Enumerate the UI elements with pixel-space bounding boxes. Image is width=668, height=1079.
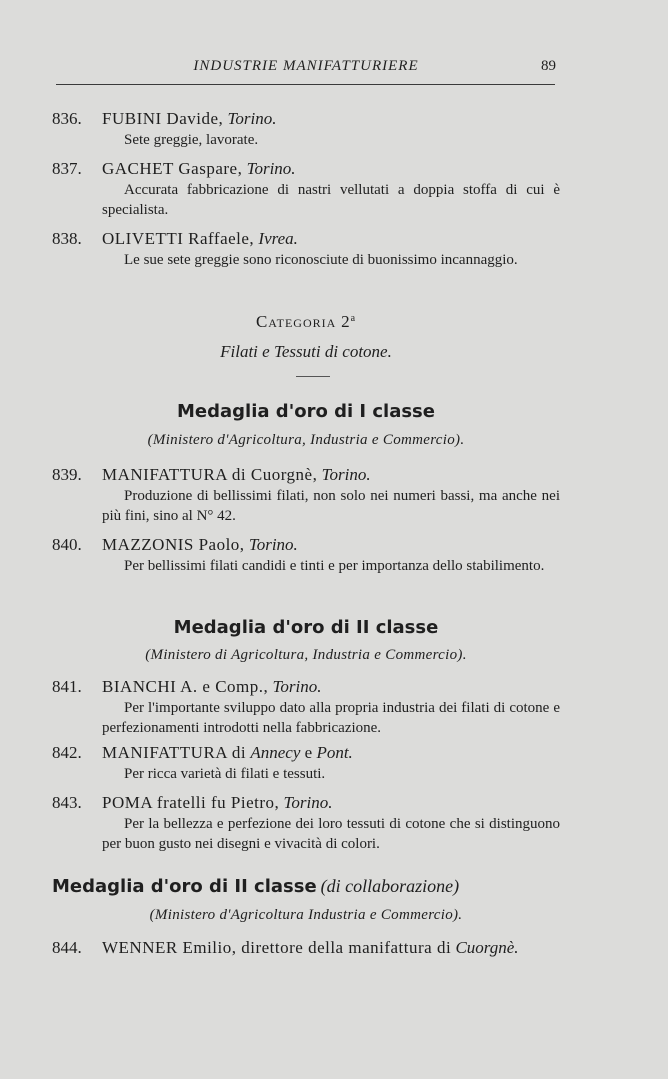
entry-842 [52, 742, 560, 784]
page-number: 89 [541, 58, 556, 74]
exhibitor-place: Torino. [321, 465, 371, 484]
entry-840 [52, 534, 560, 576]
entry-description: Produzione di bellissimi filati, non solo nei numeri bassi, ma anche nei più fini, sino al N° 42. [102, 488, 560, 524]
exhibitor-place: Torino. [227, 109, 277, 128]
entry-number: 838. [52, 229, 82, 248]
exhibitor-name: MANIFATTURA di [102, 743, 247, 762]
entry-843 [52, 792, 560, 854]
entry-description: Le sue sete greggie sono riconosciute di buonissimo incannaggio. [124, 252, 518, 268]
category-label: Categoria [255, 312, 337, 331]
running-title: INDUSTRIE MANIFATTURIERE [193, 58, 419, 74]
entry-description: Per la bellezza e perfezione dei loro tessuti di cotone che si distinguono per buon gusto nei disegni e vivacità di colori. [102, 816, 560, 852]
entry-838 [52, 228, 560, 270]
entry-844 [52, 937, 560, 959]
entry-number: 837. [52, 159, 82, 178]
category-number: 2 [341, 312, 351, 331]
header-rule [56, 84, 555, 85]
page-header [56, 58, 556, 78]
exhibitor-name: OLIVETTI Raffaele, [102, 229, 255, 248]
exhibitor-name: POMA fratelli fu Pietro, [102, 793, 280, 812]
entry-description: Per l'importante sviluppo dato alla propria industria dei filati di cotone e perfezionamenti introdotti nella fabbricazione. [102, 700, 560, 736]
exhibitor-name: WENNER Emilio, direttore della manifattura di [102, 938, 452, 957]
entry-number: 840. [52, 535, 82, 554]
exhibitor-place-2: Pont. [316, 743, 353, 762]
entry-number: 839. [52, 465, 82, 484]
entry-number: 842. [52, 743, 82, 762]
ministry-note: (Ministero d'Agricoltura, Industria e Commercio). [147, 432, 465, 448]
medal-heading-gold-3 [52, 876, 572, 897]
entry-description: Accurata fabbricazione di nastri vellutati a doppia stoffa di cui è specialista. [102, 182, 560, 218]
exhibitor-place: Cuorgnè. [455, 938, 519, 957]
medal-heading-gold-1: Medaglia d'oro di I classe [177, 401, 435, 422]
entry-number: 841. [52, 677, 82, 696]
exhibitor-name: GACHET Gaspare, [102, 159, 243, 178]
exhibitor-place: Torino. [248, 535, 298, 554]
category-number-sup: a [350, 313, 357, 324]
entry-839 [52, 464, 560, 526]
exhibitor-place: Ivrea. [258, 229, 298, 248]
entry-description: Sete greggie, lavorate. [124, 132, 259, 148]
entry-836 [52, 108, 560, 150]
exhibitor-place: Torino. [283, 793, 333, 812]
conjunction: e [304, 743, 313, 762]
exhibitor-place: Annecy [250, 743, 301, 762]
entry-number: 836. [52, 109, 82, 128]
medal-title: Medaglia d'oro di II classe [52, 876, 317, 897]
medal-heading-gold-2: Medaglia d'oro di II classe [173, 617, 439, 638]
entry-number: 844. [52, 938, 82, 957]
exhibitor-name: BIANCHI A. e Comp., [102, 677, 269, 696]
entry-number: 843. [52, 793, 82, 812]
exhibitor-place: Torino. [246, 159, 296, 178]
category-subtitle: Filati e Tessuti di cotone. [220, 342, 392, 361]
exhibitor-name: FUBINI Davide, [102, 109, 224, 128]
entry-837 [52, 158, 560, 220]
ministry-note: (Ministero d'Agricoltura Industria e Commercio). [149, 907, 463, 923]
exhibitor-name: MANIFATTURA di Cuorgnè, [102, 465, 318, 484]
entry-841 [52, 676, 560, 738]
category-heading [56, 312, 556, 332]
medal-note: (di collaborazione) [320, 876, 460, 896]
ministry-note: (Ministero di Agricoltura, Industria e Commercio). [145, 647, 467, 663]
exhibitor-name: MAZZONIS Paolo, [102, 535, 245, 554]
entry-description: Per ricca varietà di filati e tessuti. [124, 766, 326, 782]
exhibitor-place: Torino. [272, 677, 322, 696]
section-divider [296, 376, 330, 377]
entry-description: Per bellissimi filati candidi e tinti e per importanza dello stabilimento. [124, 558, 545, 574]
